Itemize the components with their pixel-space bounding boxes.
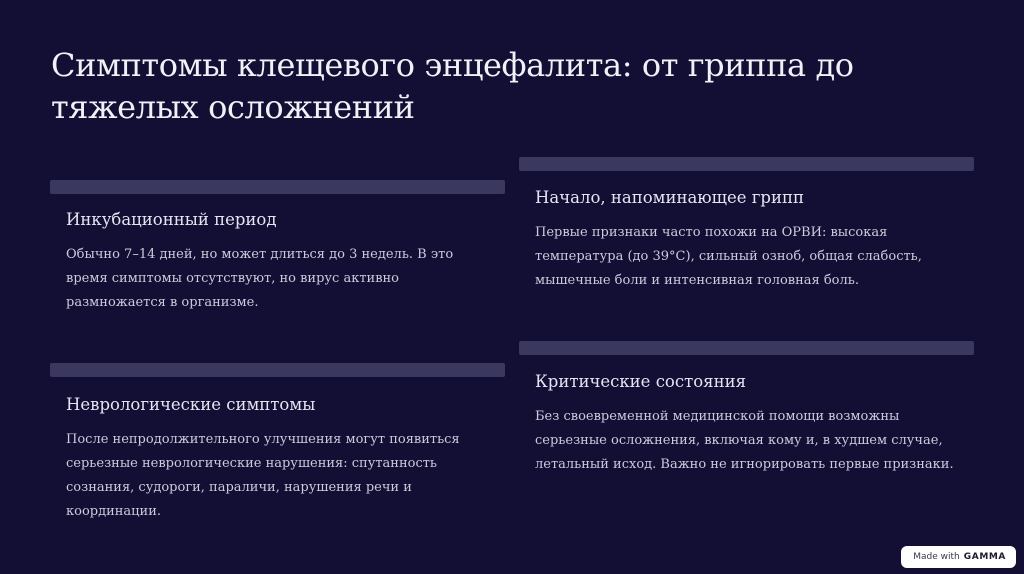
made-with-gamma-badge[interactable]	[901, 546, 1016, 568]
slide-title: Симптомы клещевого энцефалита: от гриппа до тяжелых осложнений	[51, 46, 854, 126]
card-text: Обычно 7–14 дней, но может длиться до 3 недель. В это время симптомы отсутствуют, но вирус активно размножается в организме.	[66, 247, 454, 310]
card-heading: Инкубационный период	[66, 210, 277, 229]
card-incubation-period	[50, 180, 505, 315]
card-accent-bar	[50, 363, 505, 377]
card-body	[519, 187, 974, 293]
card-heading: Начало, напоминающее грипп	[535, 188, 804, 207]
card-text: После непродолжительного улучшения могут появиться серьезные неврологические нарушения: спутанность сознания, судороги, параличи, нарушения речи и координации.	[66, 432, 460, 519]
card-neurological-symptoms	[50, 363, 505, 524]
gamma-logo: GAMMA	[963, 552, 1006, 562]
card-accent-bar	[50, 180, 505, 194]
card-accent-bar	[519, 157, 974, 171]
card-critical-conditions	[519, 341, 974, 477]
card-body	[50, 394, 505, 524]
card-accent-bar	[519, 341, 974, 355]
card-body	[50, 209, 505, 315]
card-text: Первые признаки часто похожи на ОРВИ: высокая температура (до 39°С), сильный озноб, общая слабость, мышечные боли и интенсивная головная боль.	[535, 225, 922, 288]
badge-prefix: Made with	[913, 552, 960, 562]
card-heading: Неврологические симптомы	[66, 395, 316, 414]
card-flu-like-onset	[519, 157, 974, 293]
card-text: Без своевременной медицинской помощи возможны серьезные осложнения, включая кому и, в худшем случае, летальный исход. Важно не игнорировать первые признаки.	[535, 409, 954, 472]
card-heading: Критические состояния	[535, 372, 746, 391]
card-body	[519, 371, 974, 477]
